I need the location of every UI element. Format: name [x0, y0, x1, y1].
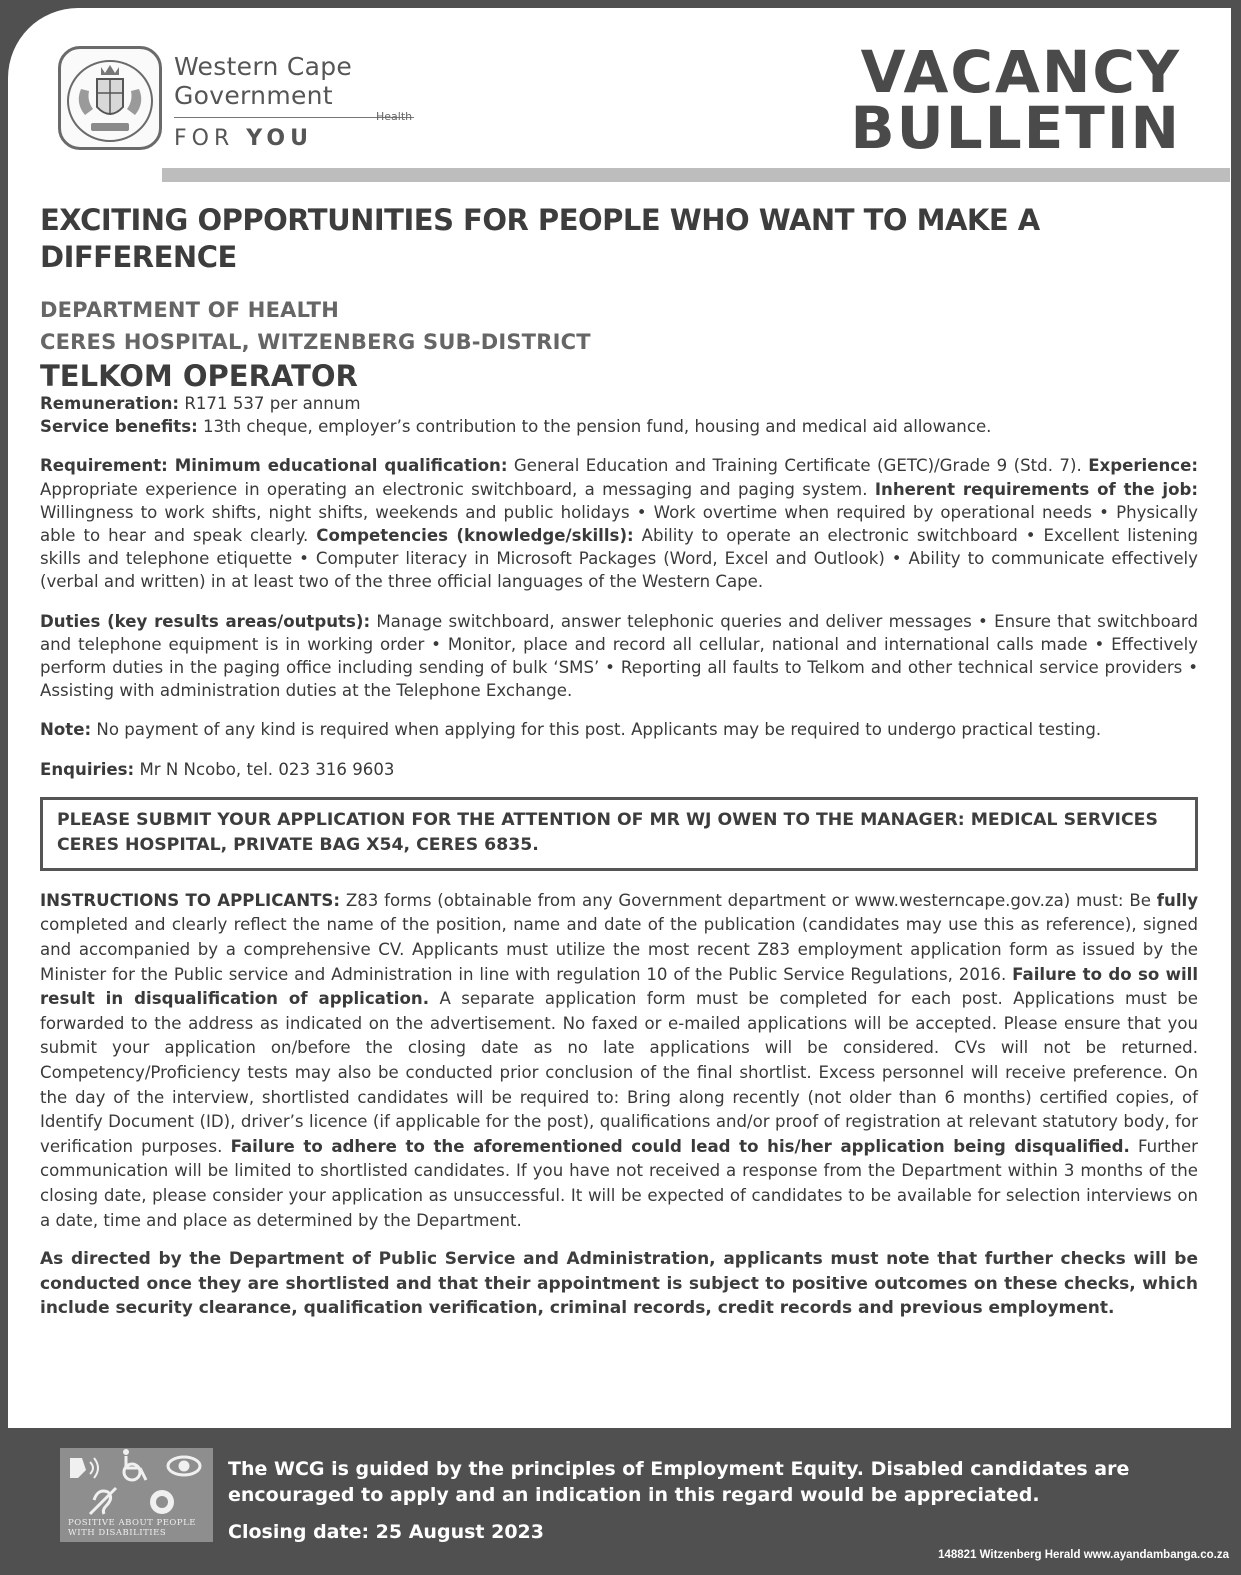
inherent-label: Inherent requirements of the job: [874, 479, 1198, 499]
wcg-logo [58, 46, 428, 156]
department-name: DEPARTMENT OF HEALTH [40, 298, 339, 322]
requirement-value: General Education and Training Certificate (GETC)/Grade 9 (Std. 7). [513, 456, 1082, 476]
note-label: Note: [40, 720, 92, 740]
headline: EXCITING OPPORTUNITIES FOR PEOPLE WHO WANT TO MAKE A DIFFERENCE [40, 203, 1040, 274]
remuneration-value: R171 537 per annum [184, 394, 361, 413]
department-tag: Health [376, 110, 413, 123]
service-benefits [40, 415, 1198, 438]
speech-icon [168, 1457, 200, 1475]
closing-date: Closing date: 25 August 2023 [228, 1521, 544, 1543]
tagline-bold: YOU [246, 126, 313, 151]
instructions-bold-3: Failure to adhere to the aforementioned could lead to his/her application being disqualified. [230, 1136, 1130, 1156]
instructions-text-4: Further communication will be limited to shortlisted candidates. If you have not received a response from the Department within 3 months of the closing date, please consider your application as unsuccessful. It will be expected of candidates to be available for selection interviews on a date, time and place as determined by the Department. [40, 1136, 1198, 1230]
instructions-bold-2: Failure to do so will result in disqualification of application. [40, 964, 1199, 1009]
disability-logo [60, 1448, 213, 1542]
equity-statement: The WCG is guided by the principles of Employment Equity. Disabled candidates are encouraged to apply and an indication in this regard would be appreciated. [228, 1458, 1130, 1506]
competencies-value: Ability to operate an electronic switchboard • Excellent listening skills and telephone etiquette • Computer literacy in Microsoft Packages (Word, Excel and Outlook) • Ability to communicate effectively (verbal and written) in at least two of the three official languages of the Western Cape. [40, 526, 1199, 592]
bulletin-title-line1: VACANCY [860, 38, 1181, 106]
requirement-label: Requirement: Minimum educational qualification: [40, 456, 508, 476]
enquiries-paragraph [40, 758, 1198, 781]
hearing-impaired-icon [90, 1488, 116, 1514]
tagline [174, 126, 313, 151]
remuneration [40, 392, 1198, 415]
note-value: No payment of any kind is required when applying for this post. Applicants may be required to undergo practical testing. [96, 720, 1102, 740]
benefits-label: Service benefits: [40, 417, 198, 437]
benefits-value: 13th cheque, employer’s contribution to the pension fund, housing and medical aid allowance. [203, 417, 992, 437]
competencies-label: Competencies (knowledge/skills): [316, 526, 634, 546]
wheelchair-head [123, 1449, 129, 1455]
enquiries-label: Enquiries: [40, 759, 135, 779]
instructions-bold-1: fully [1156, 890, 1199, 910]
instructions-text-2: completed and clearly reflect the name of the position, name and date of the publication (candidates may use this as reference), signed and accompanied by a comprehensive CV. Applicants must utilize the most recent Z83 employment application form as issued by the Minister for the Public service and Administration in line with regulation 10 of the Public Service Regulations, 2016. [40, 915, 1198, 984]
tagline-prefix: FOR [174, 126, 235, 151]
organisation-name: Western Cape Government [174, 52, 353, 110]
bulletin-title-line2: BULLETIN [850, 94, 1181, 162]
bulletin-title [850, 38, 1181, 162]
duties-label: Duties (key results areas/outputs): [40, 611, 371, 631]
experience-label: Experience: [1088, 456, 1199, 476]
duties-value: Manage switchboard, answer telephonic queries and deliver messages • Ensure that switchboard and telephone equipment is in working order • Monitor, place and record all cellular, national and international calls made • Effectively perform duties in the paging office including sending of bulk ‘SMS’ • Reporting all faults to Telkom and other technical service providers • Assisting with administration duties at the Telephone Exchange. [40, 611, 1198, 701]
duties-paragraph [40, 610, 1198, 703]
wheelchair-icon [124, 1456, 146, 1480]
print-reference: 148821 Witzenberg Herald www.ayandambanga.co.za [938, 1549, 1229, 1561]
experience-value: Appropriate experience in operating an electronic switchboard, a messaging and paging system. [40, 479, 868, 499]
enquiries-value: Mr N Ncobo, tel. 023 316 9603 [139, 759, 395, 779]
remuneration-label: Remuneration: [40, 394, 180, 413]
inherent-value: Willingness to work shifts, night shifts, weekends and public holidays • Work overtime when required by operational needs • Physically able to hear and speak clearly. [40, 502, 1198, 546]
post-title: TELKOM OPERATOR [40, 359, 358, 393]
disability-logo-text: POSITIVE ABOUT PEOPLE WITH DISABILITIES [68, 1518, 196, 1538]
instructions-paragraph [40, 889, 1198, 1233]
application-address-box: PLEASE SUBMIT YOUR APPLICATION FOR THE ATTENTION OF MR WJ OWEN TO THE MANAGER: MEDICAL SERVICES CERES HOSPITAL, PRIVATE BAG X54, CERES 6835. [40, 797, 1198, 871]
instructions-label: INSTRUCTIONS TO APPLICANTS: [40, 890, 341, 910]
instructions-text-3: A separate application form must be completed for each post. Applications must be forwarded to the address as indicated on the advertisement. No faxed or e-mailed applications will be accepted. Please ensure that you submit your application on/before the closing date as no late applications will be considered. CVs will not be returned. Competency/Proficiency tests may also be conducted prior conclusion of the final shortlist. Excess personnel will receive preference. On the day of the interview, shortlisted candidates will be required to: Bring along recently (not older than 6 months) certified copies, of Identify Document (ID), driver’s licence (if applicable for the post), qualifications and/or proof of registration at relevant statutory body, for verification purposes. [40, 989, 1198, 1156]
requirements-paragraph [40, 454, 1198, 593]
main-content [40, 202, 1198, 1321]
note-paragraph [40, 718, 1198, 741]
header-divider-bar [162, 168, 1230, 182]
instructions-text-1: Z83 forms (obtainable from any Government department or www.westerncape.gov.za) must: Be [345, 890, 1151, 910]
dpsa-note: As directed by the Department of Public Service and Administration, applicants must note that further checks will be conducted once they are shortlisted and that their appointment is subject to positive outcomes on these checks, which include security clearance, qualification verification, criminal records, credit records and previous employment. [40, 1249, 1198, 1319]
institution-name: CERES HOSPITAL, WITZENBERG SUB-DISTRICT [40, 330, 591, 354]
hearing-icon [70, 1458, 98, 1478]
coat-of-arms-icon [58, 46, 162, 150]
mental-health-icon [150, 1490, 174, 1514]
